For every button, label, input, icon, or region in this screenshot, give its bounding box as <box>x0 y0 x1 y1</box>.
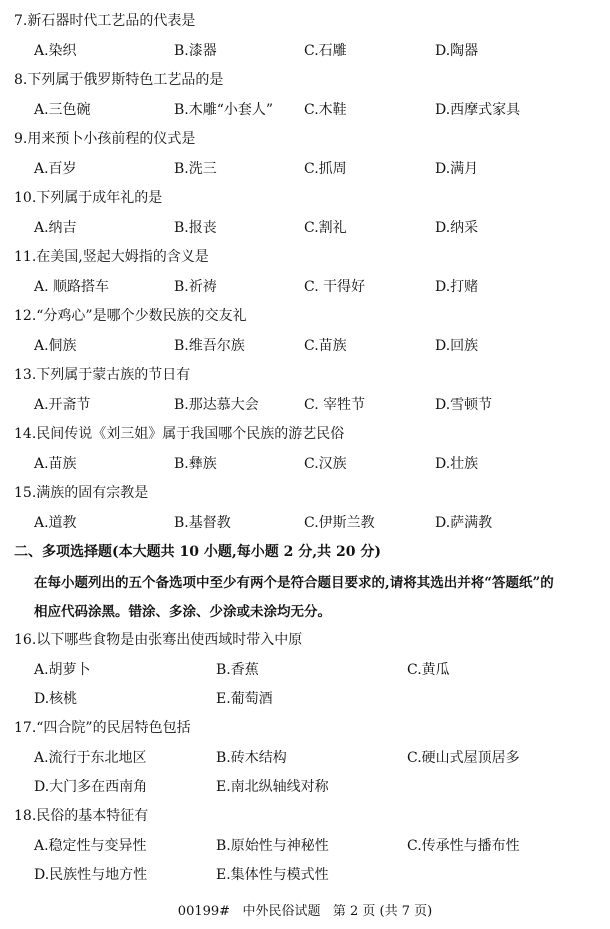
option-c: C.伊斯兰教 <box>304 515 375 531</box>
option-b: B.彝族 <box>174 456 217 472</box>
option-a: A.流行于东北地区 <box>34 750 147 766</box>
option-a: A.开斋节 <box>34 397 91 413</box>
option-c: C.割礼 <box>304 220 347 236</box>
question-18-options-row1 <box>34 835 594 855</box>
option-d: D.纳采 <box>435 220 479 236</box>
option-b: B.洗三 <box>174 161 217 177</box>
option-b: B.香蕉 <box>216 662 259 678</box>
question-7-stem: 7.新石器时代工艺品的代表是 <box>14 13 196 29</box>
option-c: C.木鞋 <box>304 102 347 118</box>
question-11-stem: 11.在美国,竖起大姆指的含义是 <box>14 249 209 265</box>
option-a: A.三色碗 <box>34 102 91 118</box>
option-d: D.满月 <box>435 161 479 177</box>
question-16-options-row1 <box>34 659 594 679</box>
option-d: D.核桃 <box>34 691 78 707</box>
option-b: B.原始性与神秘性 <box>216 838 329 854</box>
option-a: A.胡萝卜 <box>34 662 91 678</box>
question-17-stem: 17.“四合院”的民居特色包括 <box>14 720 191 736</box>
question-16-options-row2 <box>34 688 594 708</box>
option-a: A.侗族 <box>34 338 77 354</box>
question-18-options-row2 <box>34 864 594 884</box>
option-a: A.苗族 <box>34 456 77 472</box>
option-d: D.民族性与地方性 <box>34 867 148 883</box>
question-13-stem: 13.下列属于蒙古族的节日有 <box>14 367 191 383</box>
option-b: B.漆器 <box>174 43 217 59</box>
option-d: D.壮族 <box>435 456 479 472</box>
option-d: D.大门多在西南角 <box>34 779 148 795</box>
option-c: C.苗族 <box>304 338 347 354</box>
option-c: C.黄瓜 <box>407 662 450 678</box>
option-b: B.基督教 <box>174 515 231 531</box>
option-d: D.萨满教 <box>435 515 493 531</box>
question-12-options <box>34 335 594 355</box>
option-d: D.回族 <box>435 338 479 354</box>
question-17-options-row2 <box>34 776 594 796</box>
option-e: E.葡萄酒 <box>216 691 273 707</box>
question-13-options <box>34 394 594 414</box>
option-a: A.稳定性与变异性 <box>34 838 147 854</box>
option-b: B.祈祷 <box>174 279 217 295</box>
question-14-options <box>34 453 594 473</box>
question-16-stem: 16.以下哪些食物是由张骞出使西域时带入中原 <box>14 632 303 648</box>
option-a: A.染织 <box>34 43 77 59</box>
question-15-stem: 15.满族的固有宗教是 <box>14 485 149 501</box>
page-footer: 00199# 中外民俗试题 第 2 页 (共 7 页) <box>177 904 433 919</box>
option-d: D.雪顿节 <box>435 397 493 413</box>
question-9-stem: 9.用来预卜小孩前程的仪式是 <box>14 131 196 147</box>
option-a: A.纳吉 <box>34 220 77 236</box>
question-17-options-row1 <box>34 747 594 767</box>
section-2-title: 二、多项选择题(本大题共 10 小题,每小题 2 分,共 20 分) <box>14 544 381 560</box>
option-c: C.汉族 <box>304 456 347 472</box>
option-b: B.砖木结构 <box>216 750 287 766</box>
option-e: E.集体性与模式性 <box>216 867 329 883</box>
option-a: A.道教 <box>34 515 77 531</box>
question-7-options <box>34 40 594 60</box>
question-12-stem: 12.“分鸡心”是哪个少数民族的交友礼 <box>14 308 247 324</box>
option-c: C.抓周 <box>304 161 347 177</box>
question-9-options <box>34 158 594 178</box>
option-a: A. 顺路搭车 <box>34 279 110 295</box>
question-11-options <box>34 276 594 296</box>
question-8-stem: 8.下列属于俄罗斯特色工艺品的是 <box>14 72 224 88</box>
option-b: B.报丧 <box>174 220 217 236</box>
option-b: B.那达慕大会 <box>174 397 259 413</box>
option-c: C.硬山式屋顶居多 <box>407 750 520 766</box>
option-a: A.百岁 <box>34 161 77 177</box>
option-b: B.木雕“小套人” <box>174 102 274 118</box>
question-10-stem: 10.下列属于成年礼的是 <box>14 190 163 206</box>
option-c: C. 干得好 <box>304 279 366 295</box>
option-d: D.西摩式家具 <box>435 102 521 118</box>
question-18-stem: 18.民俗的基本特征有 <box>14 808 149 824</box>
section-2-instruction-line1: 在每小题列出的五个备选项中至少有两个是符合题目要求的,请将其选出并将“答题纸”的 <box>34 575 554 591</box>
question-8-options <box>34 99 594 119</box>
option-c: C.传承性与播布性 <box>407 838 520 854</box>
option-c: C.石雕 <box>304 43 347 59</box>
question-10-options <box>34 217 594 237</box>
option-c: C. 宰牲节 <box>304 397 366 413</box>
option-b: B.维吾尔族 <box>174 338 245 354</box>
option-e: E.南北纵轴线对称 <box>216 779 329 795</box>
question-14-stem: 14.民间传说《刘三姐》属于我国哪个民族的游艺民俗 <box>14 426 345 442</box>
option-d: D.陶器 <box>435 43 479 59</box>
question-15-options <box>34 512 594 532</box>
section-2-instruction-line2: 相应代码涂黑。错涂、多涂、少涂或未涂均无分。 <box>34 604 331 620</box>
option-d: D.打赌 <box>435 279 479 295</box>
